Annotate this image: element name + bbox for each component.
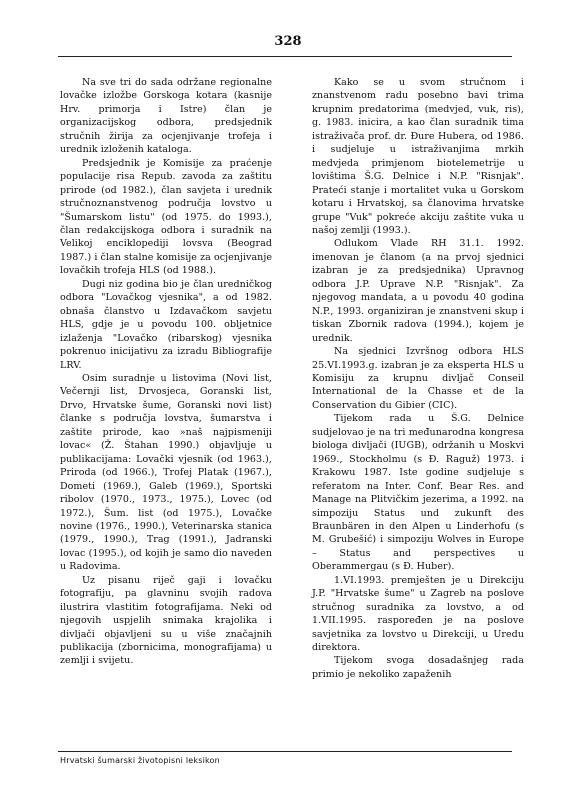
footer-rule <box>58 751 512 752</box>
paragraph: Kako se u svom stručnom i znanstvenom radu posebno bavi trima krupnim predatorima (medvjed, vuk, ris), g. 1983. inicira, a kao član suradnik tima istraživača prof. dr. Đure Hubera, od 1986. i sudjeluje u istraživanjima mrkih medvjeda primjenom biotelemetrije u lovištima Š.G. Delnice i N.P. "Risnjak". Prateći stanje i mortalitet vuka u Gorskom kotaru i Hrvatskoj, sa članovima hrvatske grupe "Vuk" pokreće akciju zaštite vuka u našoj zemlji (1993.). <box>312 77 524 236</box>
right-column <box>312 76 524 681</box>
paragraph: Tijekom svoga dosadašnjeg rada primio je nekoliko zapaženih <box>312 655 524 680</box>
paragraph: Osim suradnje u listovima (Novi list, Večernji list, Drvosjeca, Goranski list, Drvo, Hrvatske šume, Goranski novi list) članke s područja lovstva, šumarstva i zaštite prirode, kao »naš najpismeniji lovac« (Ž. Štahan 1990.) objavljuje u publikacijama: Lovački vjesnik (od 1963.), Priroda (od 1966.), Trofej Platak (1967.), Dometi (1969.), Galeb (1969.), Sportski ribolov (1970., 1973., 1975.), Lovec (od 1972.), Šum. list (od 1975.), Lovačke novine (1976., 1990.), Veterinarska stanica (1979., 1990.), Trag (1991.), Jadranski lovac (1995.), od kojih je samo dio naveden u Radovima. <box>60 372 272 573</box>
paragraph: Odlukom Vlade RH 31.1. 1992. imenovan je članom (a na prvoj sjednici izabran je za predsjednika) Upravnog odbora J.P. Uprave N.P. "Risnjak". Za njegovog mandata, a u povodu 40 godina N.P., 1993. organiziran je znanstveni skup i tiskan Zbornik radova (1994.), kojem je urednik. <box>312 238 524 344</box>
paragraph: Uz pisanu riječ gaji i lovačku fotografiju, pa glavninu svojih radova ilustrira vlastitim fotografijama. Neki od njegovih uspjelih snimaka krajolika i divljači objavljeni su u više značajnih publikacija (zbornicima, monografijama) u zemlji i svijetu. <box>60 574 272 667</box>
header-rule <box>58 56 512 57</box>
left-column <box>60 76 272 668</box>
paragraph: Na sjednici Izvršnog odbora HLS 25.VI.1993.g. izabran je za eksperta HLS u Komisiju za krupnu divljač Conseil International de la Chasse et de la Conservation du Gibier (CIC). <box>312 346 524 411</box>
paragraph: Predsjednik je Komisije za praćenje populacije risa Repub. zavoda za zaštitu prirode (od 1982.), član savjeta i urednik stručnoznanstvenog područja lovstvo u "Šumarskom listu" (od 1975. do 1993.), član redakcijskoga odbora i suradnik na Velikoj enciklopediji lovsva (Beograd 1987.) i član stalne komisije za ocjenjivanje lovačkih trofeja HLS (od 1988.). <box>60 157 272 277</box>
footer-text: Hrvatski šumarski životopisni leksikon <box>60 756 220 765</box>
paragraph: Dugi niz godina bio je član uredničkog odbora "Lovačkog vjesnika", a od 1982. obnaša članstvo u Izdavačkom savjetu HLS, gdje je u povodu 100. obljetnice izlaženja "Lovačko (ribarskog) vjesnika pokrenuo inicijativu za izradu Bibliografije LRV. <box>60 278 272 371</box>
page-number: 328 <box>274 34 302 49</box>
paragraph: Na sve tri do sada održane regionalne lovačke izložbe Gorskoga kotara (kasnije Hrv. primorja i Istre) član je organizacijskog odbora, predsjednik stručnih žirija za ocjenjivanje trofeja i urednik izloženih kataloga. <box>60 77 272 156</box>
paragraph: 1.VI.1993. premješten je u Direkciju J.P. "Hrvatske šume" u Zagreb na poslove stručnog suradnika za lovstvo, a od 1.VII.1995. raspoređen je na poslove savjetnika za lovstvo u Direkciji, u Uredu direktora. <box>312 574 524 654</box>
paragraph: Tijekom rada u Š.G. Delnice sudjelovao je na tri međunarodna kongresa biologa divljači (IUGB), održanih u Moskvi 1969., Stockholmu (s Đ. Raguž) 1973. i Krakowu 1987. Iste godine sudjeluje s referatom na Inter. Conf. Bear Res. and Manage na Plitvičkim jezerima, a 1992. na simpoziju Status und zukunft des Braunbären in den Alpen u Linderhofu (s M. Grubešić) i simpoziju Wolves in Europe – Status and perspectives u Oberammergau (s Đ. Huber). <box>312 413 524 573</box>
